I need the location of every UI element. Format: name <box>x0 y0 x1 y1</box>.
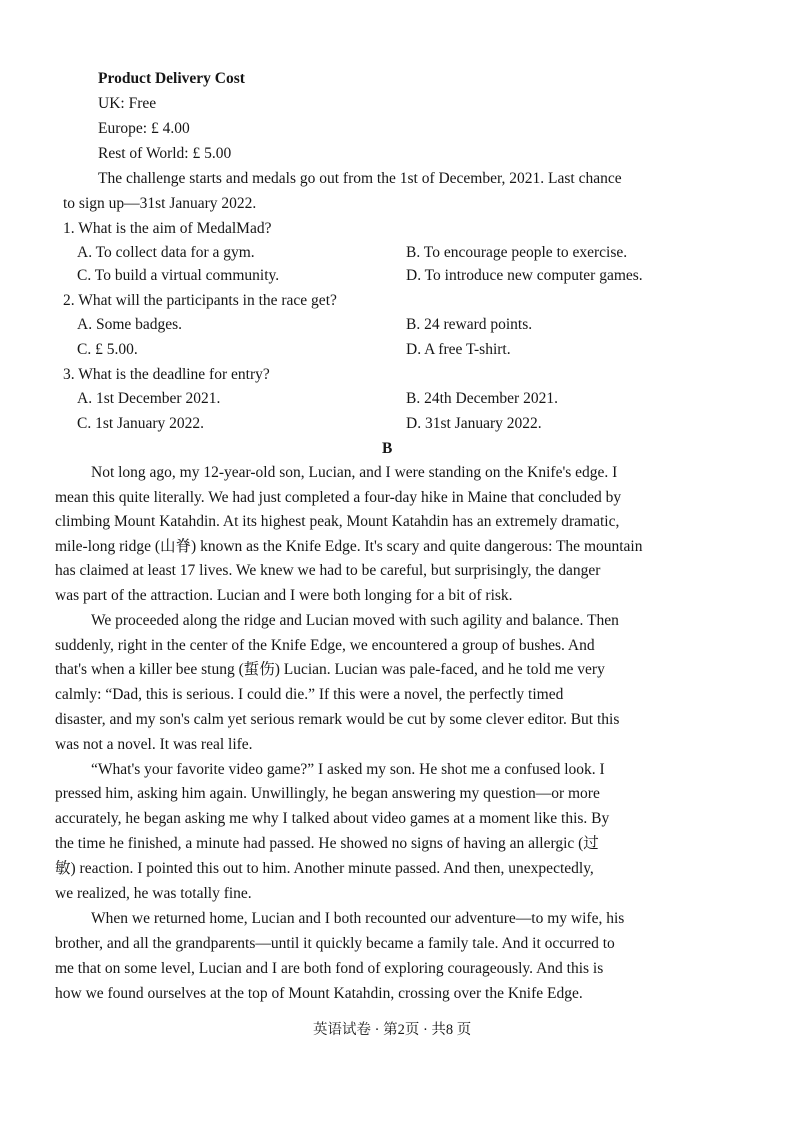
passage-line: mile-long ridge (山脊) known as the Knife Edge. It's scary and quite dangerous: The mountain <box>55 538 643 555</box>
passage-line: the time he finished, a minute had passed. He showed no signs of having an allergic (过 <box>55 835 599 852</box>
passage-line: Not long ago, my 12-year-old son, Lucian, and I were standing on the Knife's edge. I <box>91 464 618 481</box>
question-3-option-b: B. 24th December 2021. <box>406 390 558 407</box>
passage-line: accurately, he began asking me why I talked about video games at a moment like this. By <box>55 810 610 827</box>
question-1-option-c: C. To build a virtual community. <box>77 267 280 284</box>
passage-line: calmly: “Dad, this is serious. I could die.” If this were a novel, the perfectly timed <box>55 686 564 703</box>
passage-line: mean this quite literally. We had just completed a four-day hike in Maine that concluded by <box>55 489 622 506</box>
question-2-option-a: A. Some badges. <box>77 316 183 333</box>
passage-line: was not a novel. It was real life. <box>55 736 253 753</box>
passage-line: was part of the attraction. Lucian and I were both longing for a bit of risk. <box>55 587 513 604</box>
question-2-option-b: B. 24 reward points. <box>406 316 533 333</box>
passage-b-heading: B <box>382 440 393 457</box>
delivery-uk: UK: Free <box>98 95 157 112</box>
question-1-option-b: B. To encourage people to exercise. <box>406 244 628 261</box>
passage-line: disaster, and my son's calm yet serious remark would be cut by some clever editor. But this <box>55 711 620 728</box>
question-2-option-d: D. A free T-shirt. <box>406 341 511 358</box>
passage-line: we realized, he was totally fine. <box>55 885 252 902</box>
question-1-option-d: D. To introduce new computer games. <box>406 267 643 284</box>
passage-line: When we returned home, Lucian and I both recounted our adventure—to my wife, his <box>91 910 625 927</box>
delivery-europe: Europe: £ 4.00 <box>98 120 190 137</box>
passage-line: suddenly, right in the center of the Knife Edge, we encountered a group of bushes. And <box>55 637 595 654</box>
challenge-line-2: to sign up—31st January 2022. <box>63 195 257 212</box>
passage-line: climbing Mount Katahdin. At its highest peak, Mount Katahdin has an extremely dramatic, <box>55 513 620 530</box>
passage-line: how we found ourselves at the top of Mount Katahdin, crossing over the Knife Edge. <box>55 985 583 1002</box>
passage-line: 敏) reaction. I pointed this out to him. Another minute passed. And then, unexpectedly, <box>55 860 594 877</box>
delivery-title: Product Delivery Cost <box>98 70 245 87</box>
passage-line: that's when a killer bee stung (蜇伤) Lucian. Lucian was pale-faced, and he told me very <box>55 661 605 678</box>
question-3-option-a: A. 1st December 2021. <box>77 390 221 407</box>
question-3-option-d: D. 31st January 2022. <box>406 415 542 432</box>
passage-line: brother, and all the grandparents—until it quickly became a family tale. And it occurred to <box>55 935 615 952</box>
passage-line: has claimed at least 17 lives. We knew we had to be careful, but surprisingly, the danger <box>55 562 601 579</box>
question-2-stem: 2. What will the participants in the race get? <box>63 292 337 309</box>
passage-line: “What's your favorite video game?” I asked my son. He shot me a confused look. I <box>91 761 605 778</box>
passage-line: pressed him, asking him again. Unwillingly, he began answering my question—or more <box>55 785 600 802</box>
delivery-rest: Rest of World: £ 5.00 <box>98 145 232 162</box>
passage-line: We proceeded along the ridge and Lucian moved with such agility and balance. Then <box>91 612 619 629</box>
challenge-line-1: The challenge starts and medals go out from the 1st of December, 2021. Last chance <box>98 170 622 187</box>
question-1-option-a: A. To collect data for a gym. <box>77 244 255 261</box>
page-footer: 英语试卷 · 第2页 · 共8 页 <box>313 1022 472 1038</box>
question-1-stem: 1. What is the aim of MedalMad? <box>63 220 272 237</box>
passage-line: me that on some level, Lucian and I are both fond of exploring courageously. And this is <box>55 960 604 977</box>
question-2-option-c: C. £ 5.00. <box>77 341 138 358</box>
question-3-stem: 3. What is the deadline for entry? <box>63 366 270 383</box>
question-3-option-c: C. 1st January 2022. <box>77 415 205 432</box>
